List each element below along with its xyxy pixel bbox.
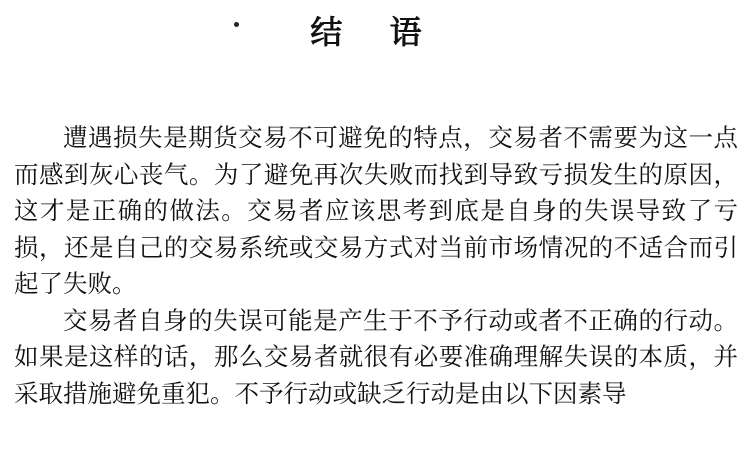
- paragraph-1: 遭遇损失是期货交易不可避免的特点，交易者不需要为这一点而感到灰心丧气。为了避免再次失败而找到导致亏损发生的原因，这才是正确的做法。交易者应该思考到底是自身的失误导致了亏损，还是自己的交易系统或交易方式对当前市场情况的不适合而引起了失败。: [14, 123, 738, 298]
- page-title: 结 语: [310, 13, 440, 51]
- body-text: [14, 120, 738, 412]
- paragraph-2: 交易者自身的失误可能是产生于不予行动或者不正确的行动。如果是这样的话，那么交易者就很有必要准确理解失误的本质，并采取措施避免重犯。不予行动或缺乏行动是由以下因素导: [14, 305, 738, 408]
